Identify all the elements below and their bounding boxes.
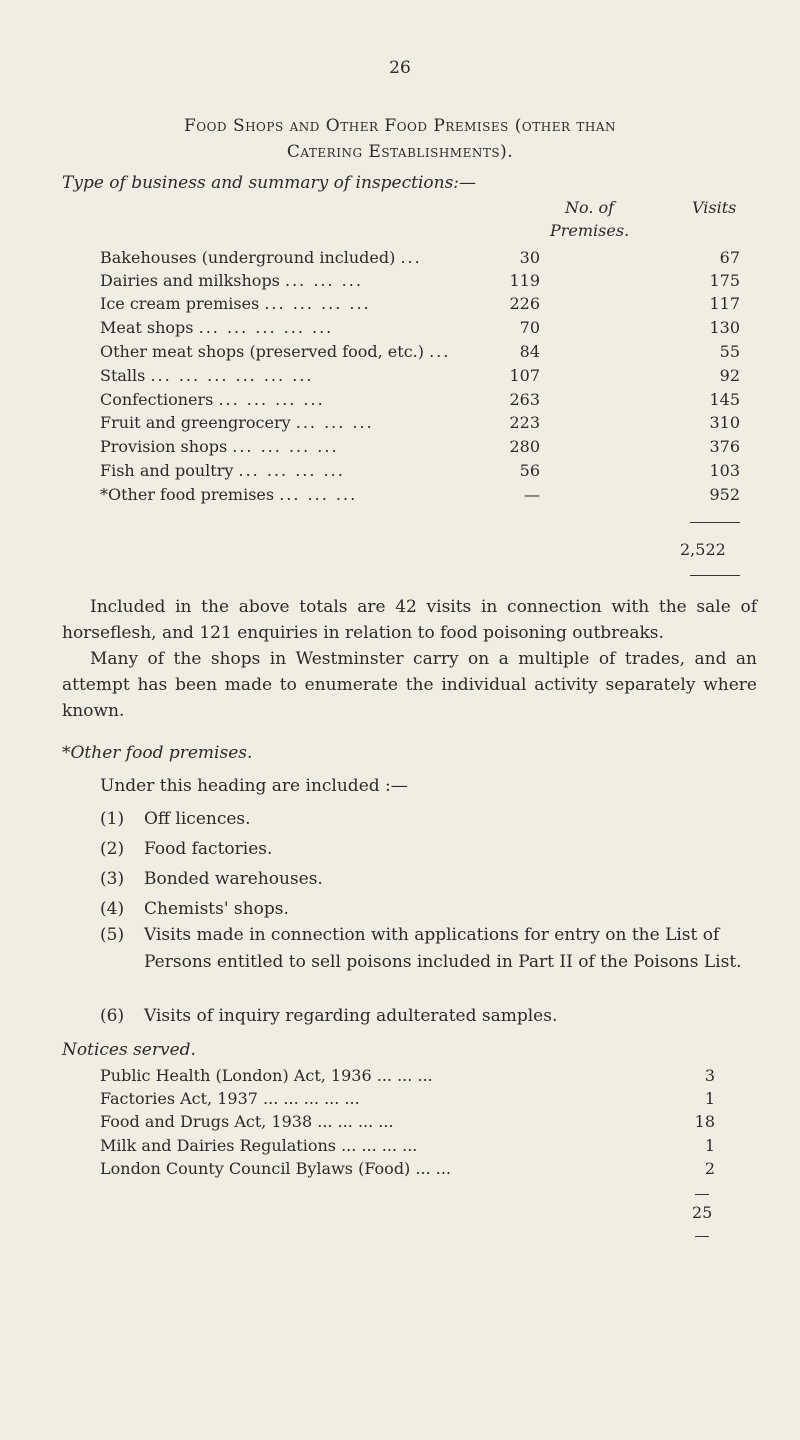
- table-row: [100, 461, 740, 485]
- visits-cell: 103: [709, 461, 740, 480]
- note-intro: Under this heading are included :—: [100, 776, 408, 796]
- leader-dots: ...: [400, 248, 422, 267]
- notices-heading: Notices served.: [62, 1040, 196, 1060]
- total-rule-bottom: [690, 575, 740, 576]
- visits-cell: 92: [719, 366, 740, 385]
- row-label: Fruit and greengrocery: [100, 413, 291, 432]
- page-title-line2: Catering Establishments).: [286, 142, 514, 162]
- notice-row: [100, 1159, 715, 1183]
- item-text: Food factories.: [144, 839, 273, 859]
- note-heading: *Other food premises.: [62, 743, 253, 763]
- notice-count: 2: [704, 1159, 715, 1178]
- visits-cell: 952: [709, 485, 740, 504]
- section-subheading: Type of business and summary of inspections:—: [62, 173, 477, 193]
- column-header-premises-line2: Premises.: [550, 221, 630, 240]
- notice-count: 1: [704, 1089, 715, 1108]
- row-label: Confectioners: [100, 390, 214, 409]
- premises-cell: 107: [509, 366, 540, 385]
- visits-cell: 130: [709, 318, 740, 337]
- table-row: [100, 318, 740, 342]
- table-row: [100, 413, 740, 437]
- premises-cell: 226: [509, 294, 540, 313]
- table-row: [100, 485, 740, 509]
- notice-count: 1: [704, 1136, 715, 1155]
- row-label: Meat shops: [100, 318, 194, 337]
- notice-label: Public Health (London) Act, 1936: [100, 1066, 372, 1085]
- item-number: (2): [100, 839, 125, 859]
- leader-dots: ... ... ... ... ... ...: [150, 366, 314, 385]
- leader-dots: ... ... ... ...: [218, 390, 325, 409]
- notice-row: [100, 1112, 715, 1136]
- visits-cell: 55: [719, 342, 740, 361]
- column-header-visits: Visits: [692, 198, 737, 217]
- premises-cell: 119: [509, 271, 540, 290]
- row-label: Bakehouses (underground included): [100, 248, 396, 267]
- visits-cell: 376: [709, 437, 740, 456]
- premises-cell: 56: [519, 461, 540, 480]
- table-row: [100, 294, 740, 318]
- notice-row: [100, 1089, 715, 1113]
- premises-cell: 84: [519, 342, 540, 361]
- notice-label: London County Council Bylaws (Food): [100, 1159, 411, 1178]
- item-text: Bonded warehouses.: [144, 869, 323, 889]
- leader-dots: ... ... ... ... ...: [198, 318, 334, 337]
- premises-cell: 223: [509, 413, 540, 432]
- premises-cell: 263: [509, 390, 540, 409]
- table-row: [100, 248, 740, 272]
- paragraph-horseflesh: Included in the above totals are 42 visits in connection with the sale of horseflesh, and 121 enquiries in relation to food poisoning outbreaks.: [62, 597, 757, 643]
- table-row: [100, 342, 740, 366]
- leader-dots: ... ... ... ...: [317, 1112, 394, 1131]
- total-rule-top: [690, 522, 740, 523]
- row-label: Ice cream premises: [100, 294, 260, 313]
- premises-cell: 70: [519, 318, 540, 337]
- table-row: [100, 271, 740, 295]
- leader-dots: ... ... ...: [284, 271, 363, 290]
- premises-cell: 280: [509, 437, 540, 456]
- paragraph-multiple-trades: Many of the shops in Westminster carry on a multiple of trades, and an attempt has been made to enumerate the individual activity separately where known.: [62, 649, 757, 721]
- notices-rule-bottom: [695, 1236, 709, 1237]
- visits-cell: 117: [709, 294, 740, 313]
- visits-cell: 310: [709, 413, 740, 432]
- table-row: [100, 366, 740, 390]
- table-row: [100, 437, 740, 461]
- row-label: Fish and poultry: [100, 461, 234, 480]
- notice-row: [100, 1136, 715, 1160]
- page-number: 26: [389, 58, 411, 78]
- visits-cell: 175: [709, 271, 740, 290]
- leader-dots: ... ... ...: [376, 1066, 433, 1085]
- notice-label: Milk and Dairies Regulations: [100, 1136, 336, 1155]
- leader-dots: ... ... ... ...: [232, 437, 339, 456]
- item-text: Visits made in connection with applications for entry on the List of Persons entitled to sell poisons included in Part II of the Poisons List.: [144, 925, 742, 972]
- item-number: (1): [100, 809, 125, 829]
- premises-cell: 30: [519, 248, 540, 267]
- notice-label: Food and Drugs Act, 1938: [100, 1112, 313, 1131]
- item-number: (3): [100, 869, 125, 889]
- leader-dots: ... ... ... ...: [238, 461, 345, 480]
- leader-dots: ... ... ... ... ...: [263, 1089, 360, 1108]
- notice-count: 3: [704, 1066, 715, 1085]
- row-label: Other meat shops (preserved food, etc.): [100, 342, 424, 361]
- total-visits: 2,522: [680, 540, 726, 559]
- premises-cell: —: [524, 485, 540, 504]
- leader-dots: ... ... ...: [279, 485, 358, 504]
- notices-total: 25: [692, 1203, 713, 1222]
- item-text: Chemists' shops.: [144, 899, 289, 919]
- notice-label: Factories Act, 1937: [100, 1089, 258, 1108]
- notices-rule-top: [695, 1194, 709, 1195]
- row-label: Stalls: [100, 366, 146, 385]
- column-header-premises: No. of: [565, 198, 615, 217]
- item-number: (6): [100, 1006, 125, 1026]
- leader-dots: ... ...: [415, 1159, 451, 1178]
- table-row: [100, 390, 740, 414]
- item-text: Off licences.: [144, 809, 251, 829]
- item-number: (5): [100, 925, 125, 945]
- notice-row: [100, 1066, 715, 1090]
- leader-dots: ... ... ... ...: [264, 294, 371, 313]
- page-title-line1: Food Shops and Other Food Premises (other than: [183, 116, 617, 136]
- visits-cell: 145: [709, 390, 740, 409]
- item-text: Visits of inquiry regarding adulterated samples.: [144, 1006, 558, 1026]
- notice-count: 18: [694, 1112, 715, 1131]
- leader-dots: ... ... ...: [295, 413, 374, 432]
- row-label: Provision shops: [100, 437, 228, 456]
- item-number: (4): [100, 899, 125, 919]
- leader-dots: ...: [429, 342, 451, 361]
- row-label: Dairies and milkshops: [100, 271, 280, 290]
- leader-dots: ... ... ... ...: [341, 1136, 418, 1155]
- row-label: *Other food premises: [100, 485, 275, 504]
- visits-cell: 67: [719, 248, 740, 267]
